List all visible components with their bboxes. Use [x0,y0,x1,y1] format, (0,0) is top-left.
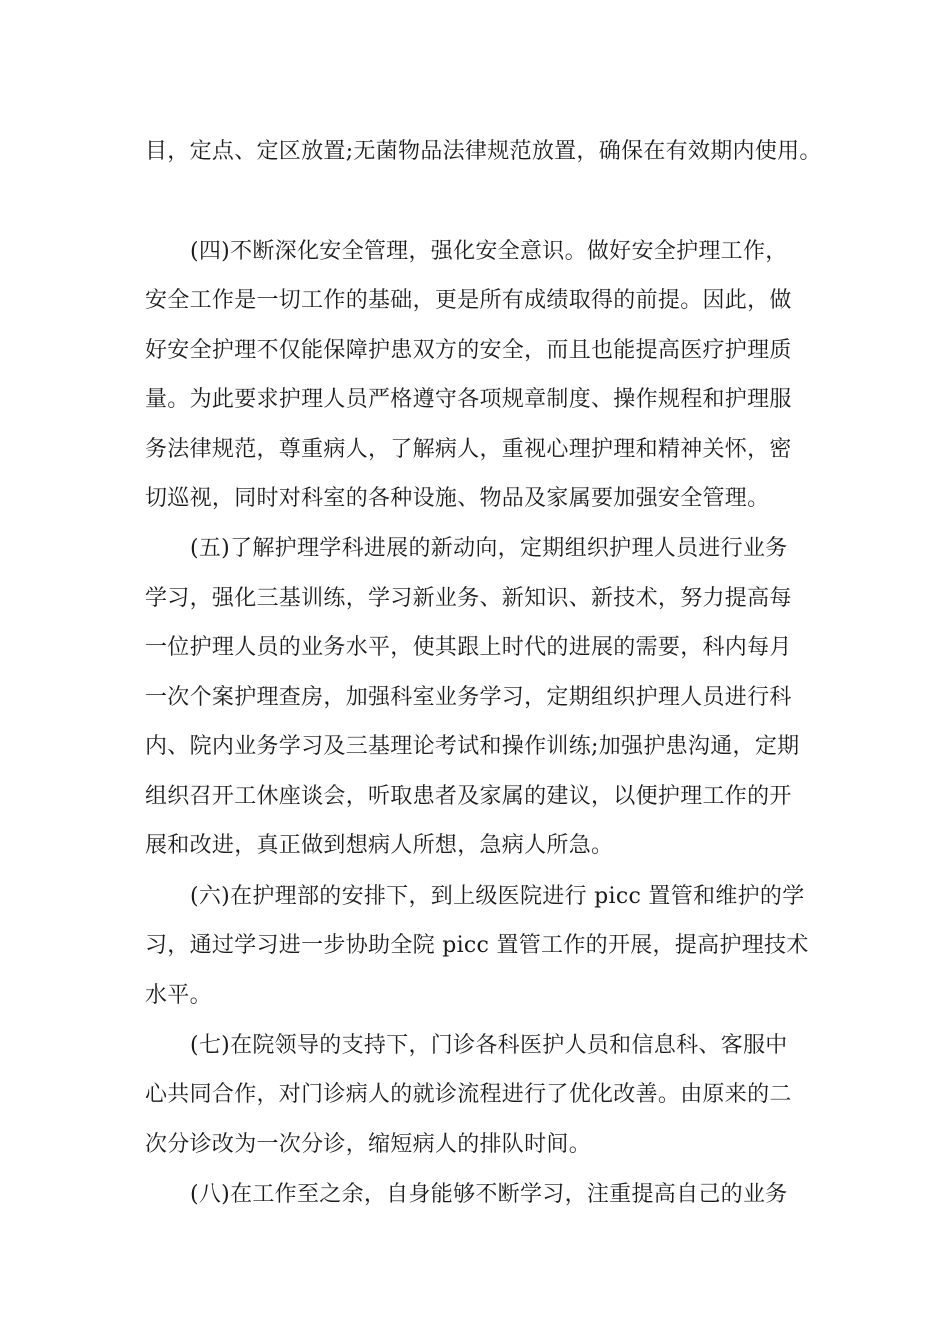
paragraph-line: 一次个案护理查房，加强科室业务学习，定期组织护理人员进行科 [145,685,792,710]
paragraph-line: (五)了解护理学科进展的新动向，定期组织护理人员进行业务 [190,536,788,561]
paragraph-line: 水平。 [145,983,212,1008]
paragraph-line: 展和改进，真正做到想病人所想，急病人所急。 [145,833,614,858]
paragraph-line: 内、院内业务学习及三基理论考试和操作训练;加强护患沟通，定期 [145,734,800,759]
paragraph-line: 目，定点、定区放置;无菌物品法律规范放置，确保在有效期内使用。 [145,139,822,164]
paragraph-line: 组织召开工休座谈会，听取患者及家属的建议，以便护理工作的开 [145,784,792,809]
paragraph-line: 务法律规范，尊重病人，了解病人，重视心理护理和精神关怀，密 [145,437,792,462]
paragraph-line: 一位护理人员的业务水平，使其跟上时代的进展的需要，科内每月 [145,635,792,660]
paragraph-line: (六)在护理部的安排下，到上级医院进行 picc 置管和维护的学 [190,884,805,909]
paragraph-line: (四)不断深化安全管理，强化安全意识。做好安全护理工作， [190,239,788,264]
paragraph-line: 学习，强化三基训练，学习新业务、新知识、新技术，努力提高每 [145,586,792,611]
paragraph-line: 切巡视，同时对科室的各种设施、物品及家属要加强安全管理。 [145,486,770,511]
paragraph-line: 习，通过学习进一步协助全院 picc 置管工作的开展，提高护理技术 [145,933,809,958]
paragraph-line: 好安全护理不仅能保障护患双方的安全，而且也能提高医疗护理质 [145,338,792,363]
paragraph-line: 量。为此要求护理人员严格遵守各项规章制度、操作规程和护理服 [145,387,792,412]
paragraph-line: (八)在工作至之余，自身能够不断学习，注重提高自己的业务 [190,1182,788,1207]
paragraph-line: (七)在院领导的支持下，门诊各科医护人员和信息科、客服中 [190,1033,788,1058]
paragraph-line: 次分诊改为一次分诊，缩短病人的排队时间。 [145,1132,592,1157]
paragraph-line: 心共同合作，对门诊病人的就诊流程进行了优化改善。由原来的二 [145,1082,792,1107]
paragraph-line: 安全工作是一切工作的基础，更是所有成绩取得的前提。因此，做 [145,288,792,313]
